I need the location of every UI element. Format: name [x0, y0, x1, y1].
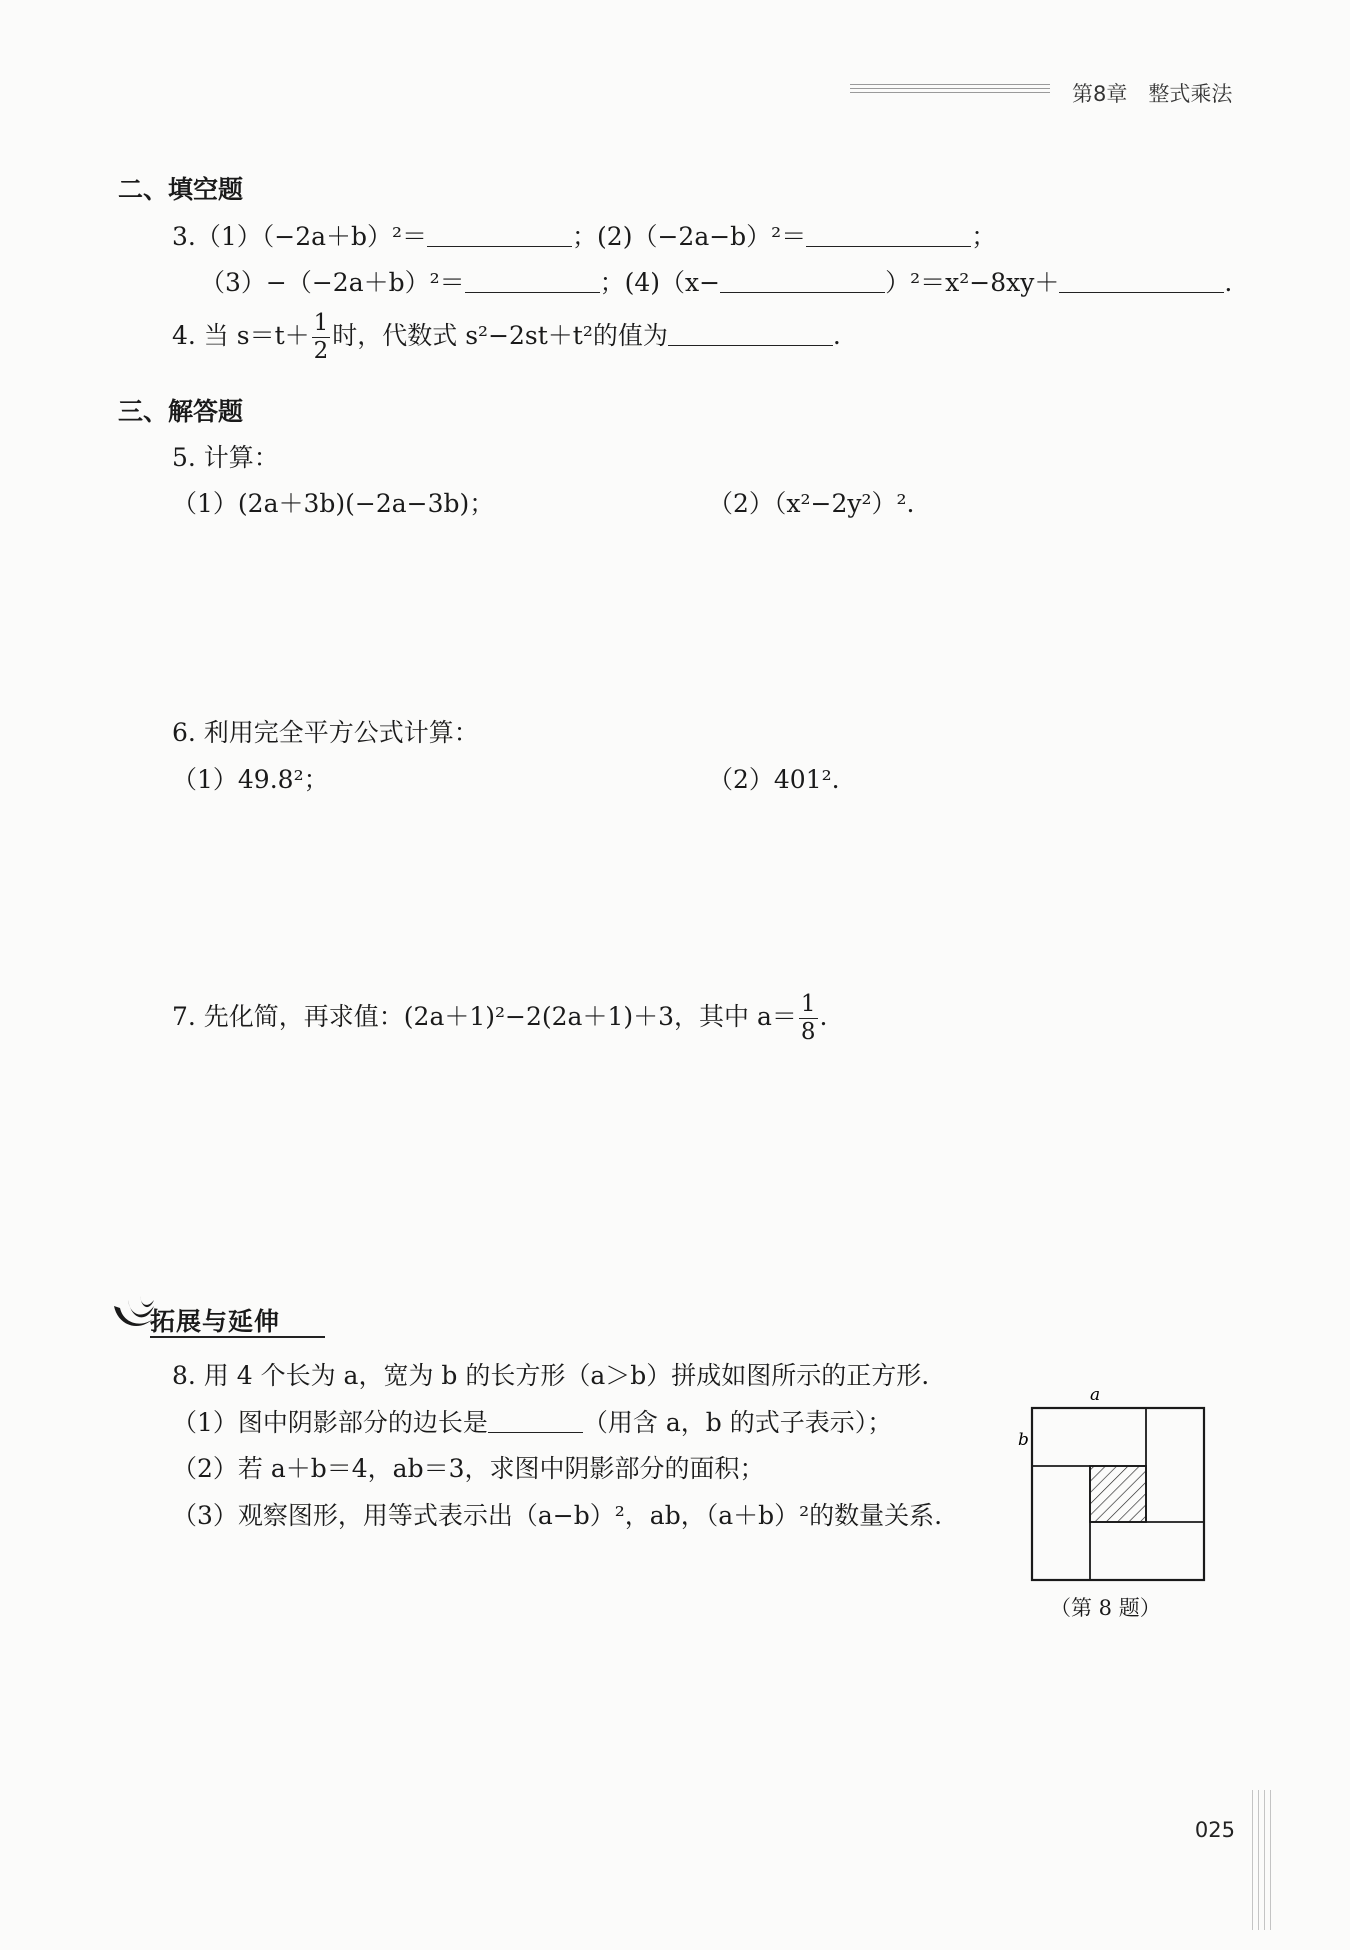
page-edge-lines — [1250, 1790, 1280, 1930]
question-6: 6. 利用完全平方公式计算： — [172, 718, 479, 747]
question-8-2: （2）若 a＋b＝4，ab＝3，求图中阴影部分的面积； — [172, 1454, 765, 1483]
header-rule — [850, 84, 1050, 98]
q4-text-2: 时，代数式 s²−2st＋t²的值为 — [332, 321, 668, 350]
fraction-denominator: 2 — [313, 338, 329, 364]
q3-part2: ；(2)（−2a−b）²＝ — [572, 222, 807, 251]
question-4 — [172, 312, 841, 363]
question-3-line-1 — [172, 217, 996, 253]
fraction-one-half — [312, 312, 331, 363]
fraction-one-eighth — [799, 993, 818, 1044]
fraction-numerator: 1 — [313, 310, 329, 336]
question-7 — [172, 993, 827, 1044]
question-8-3: （3）观察图形，用等式表示出（a−b）²，ab，（a＋b）²的数量关系. — [172, 1501, 943, 1530]
q8-1-text-2: （用含 a，b 的式子表示）； — [582, 1408, 893, 1437]
q3-part1: 3.（1）（−2a＋b）²＝ — [172, 222, 428, 251]
figure-caption: （第 8 题） — [1050, 1596, 1161, 1620]
chapter-header: 第8章 整式乘法 — [1072, 82, 1233, 106]
answer-blank[interactable] — [427, 220, 572, 247]
question-8: 8. 用 4 个长为 a，宽为 b 的长方形（a＞b）拼成如图所示的正方形. — [172, 1361, 930, 1390]
question-5-2: （2）（x²−2y²）². — [708, 489, 915, 518]
q4-end: . — [832, 321, 841, 350]
title-underline — [150, 1336, 325, 1338]
q4-text: 4. 当 s＝t＋ — [172, 321, 310, 350]
extension-title: 拓展与延伸 — [150, 1307, 281, 1336]
fraction-denominator: 8 — [800, 1019, 816, 1045]
shaded-square — [1090, 1466, 1146, 1522]
section-solve-title: 三、解答题 — [118, 397, 244, 426]
question-5-1: （1）(2a＋3b)(−2a−3b)； — [172, 489, 495, 518]
question-6-1: （1）49.8²； — [172, 765, 329, 794]
answer-blank[interactable] — [465, 266, 600, 293]
fraction-numerator: 1 — [800, 991, 816, 1017]
square-of-rectangles-figure — [1010, 1380, 1230, 1590]
answer-blank[interactable] — [1059, 266, 1224, 293]
q7-end: . — [819, 1002, 828, 1031]
q3-part4: ；(4)（x− — [599, 268, 721, 297]
answer-blank[interactable] — [488, 1406, 583, 1433]
answer-blank[interactable] — [806, 220, 971, 247]
answer-blank[interactable] — [668, 319, 833, 346]
answer-blank[interactable] — [720, 266, 885, 293]
q8-1-text: （1）图中阴影部分的边长是 — [172, 1408, 488, 1437]
page-number: 025 — [1194, 1818, 1235, 1842]
section-fill-blank-title: 二、填空题 — [118, 175, 244, 204]
q3-end2: . — [1224, 268, 1233, 297]
question-8-1 — [172, 1403, 892, 1439]
q3-end: ； — [971, 222, 997, 251]
label-a: a — [1090, 1385, 1101, 1405]
question-5: 5. 计算： — [172, 443, 279, 472]
question-6-2: （2）401². — [708, 765, 840, 794]
question-3-line-2 — [200, 263, 1232, 299]
q7-text: 7. 先化简，再求值：(2a＋1)²−2(2a＋1)＋3，其中 a＝ — [172, 1002, 797, 1031]
q3-part3: （3）−（−2a＋b）²＝ — [200, 268, 465, 297]
q3-part4b: ）²＝x²−8xy＋ — [885, 268, 1060, 297]
label-b: b — [1018, 1430, 1029, 1450]
